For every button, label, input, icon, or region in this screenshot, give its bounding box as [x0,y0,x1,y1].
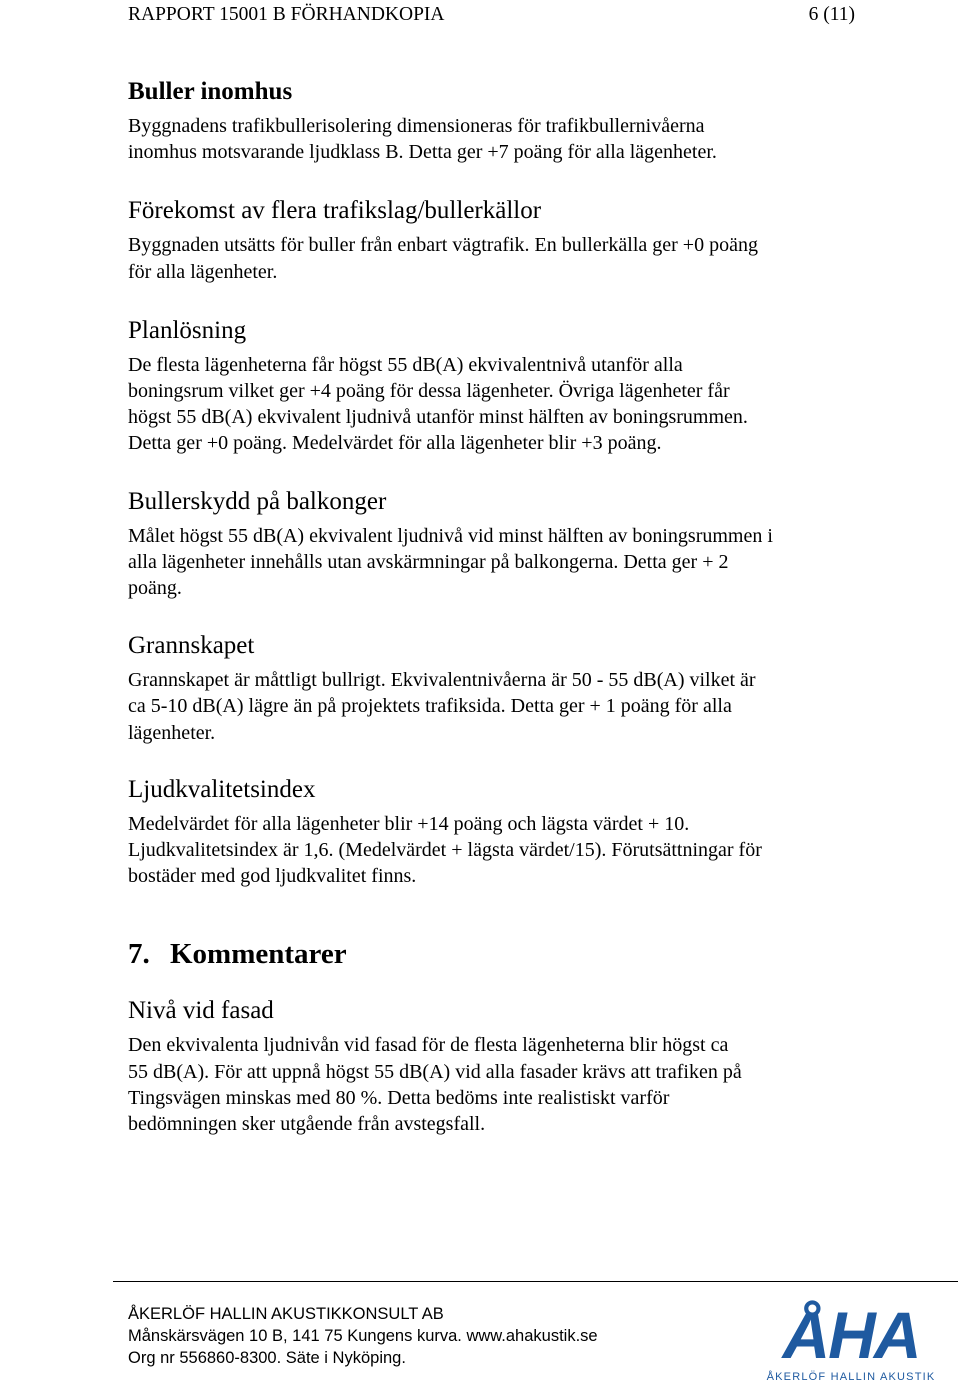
report-title: RAPPORT 15001 B FÖRHANDKOPIA [128,4,445,25]
chapter-heading [128,937,868,971]
paragraph-line: bedömningen sker utgående från avstegsfall. [128,1113,486,1136]
footer-org: Org nr 556860-8300. Säte i Nyköping. [128,1349,406,1367]
paragraph-line: Grannskapet är måttligt bullrigt. Ekvivalentnivåerna är 50 - 55 dB(A) vilket är [128,669,756,692]
paragraph-line: inomhus motsvarande ljudklass B. Detta ger +7 poäng för alla lägenheter. [128,141,717,164]
paragraph-line: Målet högst 55 dB(A) ekvivalent ljudnivå vid minst hälften av boningsrummen i [128,524,773,547]
section-title: Ljudkvalitetsindex [128,775,316,803]
paragraph-line: 55 dB(A). För att uppnå högst 55 dB(A) vid alla fasader krävs att trafiken på [128,1060,742,1083]
paragraph-line: Den ekvivalenta ljudnivån vid fasad för de flesta lägenheterna blir högst ca [128,1034,729,1057]
section-title: Bullerskydd på balkonger [128,487,387,515]
section-buller-inomhus [128,77,868,165]
paragraph-line: högst 55 dB(A) ekvivalent ljudnivå utanför minst hälften av boningsrummen. [128,406,748,429]
section-trafikslag [128,196,868,284]
paragraph-line: Byggnadens trafikbullerisolering dimensioneras för trafikbullernivåerna [128,115,705,137]
paragraph-line: för alla lägenheter. [128,260,278,283]
paragraph-line: De flesta lägenheterna får högst 55 dB(A) ekvivalentnivå utanför alla [128,353,683,376]
paragraph-line: bostäder med god ljudkvalitet finns. [128,865,417,888]
footer-divider [113,1281,958,1282]
paragraph-line: Detta ger +0 poäng. Medelvärdet för alla lägenheter blir +3 poäng. [128,432,662,455]
company-logo [760,1292,942,1384]
chapter-number: 7. [128,938,150,971]
paragraph-line: Medelvärdet för alla lägenheter blir +14 poäng och lägsta värdet + 10. [128,812,690,835]
paragraph-line: Byggnaden utsätts för buller från enbart vägtrafik. En bullerkälla ger +0 poäng [128,234,758,257]
section-bullerskydd-balkonger [128,487,868,602]
paragraph-line: ca 5-10 dB(A) lägre än på projektets trafiksida. Detta ger + 1 poäng för alla [128,695,732,718]
section-title: Buller inomhus [128,78,293,105]
section-title: Planlösning [128,316,247,344]
footer-address: Månskärsvägen 10 B, 141 75 Kungens kurva. www.ahakustik.se [128,1327,598,1345]
section-planlosning [128,316,868,457]
chapter-title: Kommentarer [170,938,347,971]
section-title: Nivå vid fasad [128,997,274,1025]
page-header [128,3,855,27]
footer-company: ÅKERLÖF HALLIN AKUSTIKKONSULT AB [128,1305,444,1323]
section-grannskapet [128,631,868,746]
paragraph-line: boningsrum vilket ger +4 poäng för dessa lägenheter. Övriga lägenheter får [128,380,730,403]
page-footer [128,1303,598,1369]
paragraph-line: alla lägenheter innehålls utan avskärmningar på balkongerna. Detta ger + 2 [128,550,729,573]
section-niva-vid-fasad [128,996,868,1137]
page-content [128,77,868,1137]
logo-caption-text: ÅKERLÖF HALLIN AKUSTIK [766,1371,936,1383]
logo-letters-text: ÅHA [782,1298,920,1372]
section-title: Förekomst av flera trafikslag/bullerkällor [128,197,542,225]
paragraph-line: Tingsvägen minskas med 80 %. Detta bedöms inte realistiskt varför [128,1086,670,1109]
paragraph-line: Ljudkvalitetsindex är 1,6. (Medelvärdet + lägsta värdet/15). Förutsättningar för [128,839,762,862]
page-number: 6 (11) [808,4,855,25]
paragraph-line: poäng. [128,577,182,600]
section-title: Grannskapet [128,632,255,660]
paragraph-line: lägenheter. [128,721,216,744]
section-ljudkvalitetsindex [128,775,868,890]
